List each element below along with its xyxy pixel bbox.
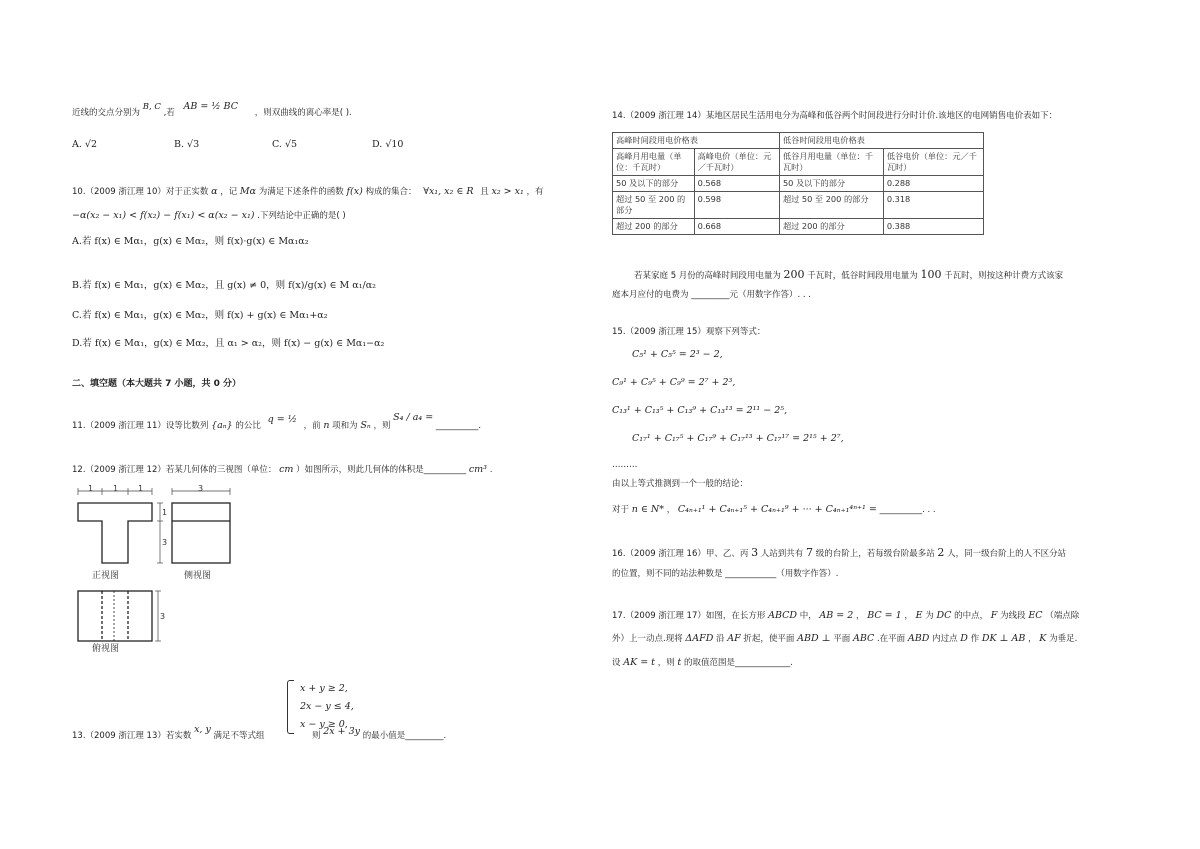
table-cell: 50 及以下的部分 <box>613 176 695 192</box>
q15-intro: 15.（2009 浙江理 15）观察下列等式： <box>612 327 766 337</box>
q13-text-b: 满足不等式组 <box>213 731 265 741</box>
q17-text-l3a: 设 <box>612 658 621 668</box>
q11-text-e: ，则 <box>373 421 391 431</box>
q17-text-b: 中， <box>799 611 817 621</box>
q12-text2: ）如图所示，则此几何体的体积是__________ <box>296 465 467 475</box>
q9-points: B, C <box>142 102 161 112</box>
q15-inference: 由以上等式推测到一个一般的结论： <box>612 479 749 489</box>
table-cell: 0.288 <box>883 176 983 192</box>
table-row <box>613 176 984 192</box>
q13-constraint-3: x − y ≥ 0, <box>300 719 348 730</box>
q17-line1 <box>612 610 1079 621</box>
table-cell: 超过 50 至 200 的部分 <box>779 192 883 219</box>
q14-text-a: 若某家庭 5 月份的高峰时间段用电量为 <box>634 271 781 281</box>
q14-valley-usage: 100 <box>920 268 942 281</box>
q17-e: E <box>915 610 923 621</box>
q14-price-table <box>612 132 984 235</box>
q15-gen-text-a: 对于 <box>612 505 630 515</box>
q14-text-c: 千瓦时，则按这种计费方式该家 <box>944 271 1064 281</box>
q11-text-a: 11.（2009 浙江理 11）设等比数列 <box>72 421 209 431</box>
q15-equation-3: C₁₃¹ + C₁₃⁵ + C₁₃⁹ + C₁₃¹³ = 2¹¹ − 2⁵, <box>612 405 788 416</box>
q17-ec: EC <box>1028 610 1043 621</box>
q15-general-expression: C₄ₙ₊₁¹ + C₄ₙ₊₁⁵ + C₄ₙ₊₁⁹ + ··· + C₄ₙ₊₁⁴ⁿ⁺¹ = <box>677 504 877 515</box>
q17-text-l2f: 内过点 <box>932 634 958 644</box>
q10-x2-gt-x1: x₂ > x₁ <box>491 186 524 197</box>
table-subheader-row <box>613 149 984 176</box>
q17-text-h: （端点除 <box>1045 611 1080 621</box>
q9-option-c: C. √5 <box>272 139 298 150</box>
q10-option-d: D.若 f(x) ∈ Mα₁，g(x) ∈ Mα₂，且 α₁ > α₂，则 f(x) − g(x) ∈ Mα₁−α₂ <box>72 338 385 349</box>
col-valley-usage: 低谷月用电量（单位：千瓦时） <box>779 149 883 176</box>
q11-s4-over-a4: S₄ / a₄ = <box>393 412 434 423</box>
side-view-label: 侧视图 <box>184 571 212 581</box>
q11-text-b: 的公比 <box>235 421 261 431</box>
q16-text-b: 人站到共有 <box>760 549 804 559</box>
q12-three-view-figure <box>70 483 240 653</box>
q14-text-b: 千瓦时，低谷时间段用电量为 <box>807 271 918 281</box>
dim-label-1b: 1 <box>113 484 119 493</box>
q13-text-c: 则 <box>311 731 321 741</box>
q17-text-l2g: 作 <box>970 634 980 644</box>
q9-option-d: D. √10 <box>372 139 404 150</box>
q17-triangle-afd: ΔAFD <box>685 633 714 644</box>
q9-ruo: ,若 <box>163 108 175 118</box>
q11-blank: __________. <box>435 421 482 431</box>
table-cell: 超过 200 的部分 <box>779 219 883 235</box>
q13-constraint-1: x + y ≥ 2, <box>300 683 348 694</box>
q17-dc: DC <box>936 610 952 621</box>
q10-text-a: 10.（2009 浙江理 10）对于正实数 <box>72 187 209 197</box>
q17-text-l2h: ， <box>1028 634 1037 644</box>
q17-bc-eq-1: BC = 1 <box>867 610 902 621</box>
dim-label-1c: 1 <box>138 484 144 493</box>
q10-line1 <box>72 186 544 197</box>
q13-text-d: 的最小值是_________. <box>362 731 447 741</box>
q10-set-m: Mα <box>239 186 257 197</box>
q11-n: n <box>323 420 330 431</box>
q16-text-d: 人，同一级台阶上的人不区分站 <box>947 549 1067 559</box>
q10-forall: ∀x₁, x₂ ∈ R <box>423 186 474 197</box>
q16-num-2: 2 <box>937 546 945 559</box>
q17-dk-perp-ab: DK ⊥ AB <box>981 633 1026 644</box>
q17-text-l3b: ，则 <box>657 658 675 668</box>
q15-blank: __________. . . <box>879 505 936 515</box>
q13-constraint-2: 2x − y ≤ 4, <box>300 701 354 712</box>
col-peak-usage: 高峰月用电量（单位：千瓦时） <box>613 149 695 176</box>
q10-fx: f(x) <box>346 186 363 197</box>
q16-text-c: 级的台阶上，若每级台阶最多站 <box>815 549 935 559</box>
q16-line2: 的位置，则不同的站法种数是 ____________（用数字作答）. <box>612 569 839 579</box>
q13-xy: x, y <box>194 724 211 735</box>
q17-text-l2b: 沿 <box>716 634 725 644</box>
top-view-label: 俯视图 <box>92 644 120 653</box>
col-peak-price: 高峰电价（单位：元／千瓦时） <box>694 149 779 176</box>
q11-text-d: 项和为 <box>332 421 358 431</box>
q12-text: 12.（2009 浙江理 12）若某几何体的三视图（单位： <box>72 465 277 475</box>
q10-option-a: A.若 f(x) ∈ Mα₁，g(x) ∈ Mα₂，则 f(x)·g(x) ∈ Mα₁α₂ <box>72 236 309 247</box>
q16-line1 <box>612 546 1066 559</box>
q15-general-line <box>612 504 936 515</box>
q17-d: D <box>960 633 968 644</box>
table-cell: 超过 200 的部分 <box>613 219 695 235</box>
q9-option-a: A. √2 <box>72 139 97 150</box>
q14-paragraph-line1 <box>634 268 1063 281</box>
q17-abcd: ABCD <box>768 610 797 621</box>
table-header-row <box>613 133 984 149</box>
section-fill-in-heading: 二、填空题（本大题共 7 小题，共 0 分） <box>72 379 242 389</box>
q12-unit: cm <box>279 464 294 475</box>
q15-equation-2: C₉¹ + C₉⁵ + C₉⁹ = 2⁷ + 2³, <box>612 377 736 388</box>
q15-equation-1: C₅¹ + C₅⁵ = 2³ − 2, <box>632 349 723 360</box>
header-peak: 高峰时间段用电价格表 <box>613 133 780 149</box>
q16-text-a: 16.（2009 浙江理 16）甲、乙、丙 <box>612 549 749 559</box>
q17-text-c: ， <box>856 611 865 621</box>
table-cell: 0.388 <box>883 219 983 235</box>
q11-sn: Sₙ <box>360 420 371 431</box>
q9-line <box>72 101 352 118</box>
q10-alpha: α <box>211 186 218 197</box>
table-cell: 0.668 <box>694 219 779 235</box>
q15-gen-text-b: ， <box>666 505 676 515</box>
side-view-shape <box>172 503 230 563</box>
q16-num-7: 7 <box>806 546 813 559</box>
q13-expression: 2x + 3y <box>323 726 360 737</box>
q17-f: F <box>990 610 998 621</box>
q17-text-l3c: 的取值范围是_____________. <box>683 658 793 668</box>
q10-text-f: ，有 <box>526 187 544 197</box>
table-cell: 50 及以下的部分 <box>779 176 883 192</box>
q9-suffix: ，则双曲线的离心率是( ). <box>254 108 352 118</box>
q17-text-l2i: 为垂足. <box>1049 634 1078 644</box>
q17-abc: ABC <box>852 633 875 644</box>
table-cell: 0.568 <box>694 176 779 192</box>
q17-k: K <box>1039 633 1047 644</box>
q14-paragraph-line2: 庭本月应付的电费为 _________元（用数字作答）. . . <box>612 290 811 300</box>
q17-abd-perp: ABD ⊥ <box>797 633 831 644</box>
q11-sequence: {aₙ} <box>211 420 233 431</box>
front-view-label: 正视图 <box>92 571 120 581</box>
q17-text-d: ， <box>904 611 913 621</box>
q17-ak-eq-t: AK = t <box>623 657 655 668</box>
q13-system-brace <box>287 680 294 734</box>
q10-question: .下列结论中正确的是( ) <box>257 211 346 221</box>
q10-text-d: 构成的集合： <box>365 187 417 197</box>
q9-option-b: B. √3 <box>174 139 200 150</box>
dim-label-3-side: 3 <box>162 538 168 547</box>
q10-option-b: B.若 f(x) ∈ Mα₁，g(x) ∈ Mα₂，且 g(x) ≠ 0，则 f(x)/g(x) ∈ M α₁/α₂ <box>72 280 376 291</box>
q10-text-e: 且 <box>480 187 489 197</box>
q11-ratio-q: q = ½ <box>267 414 297 425</box>
q17-text-f: 的中点， <box>954 611 989 621</box>
q16-num-3: 3 <box>751 546 759 559</box>
q10-inequality: −α(x₂ − x₁) < f(x₂) − f(x₁) < α(x₂ − x₁) <box>72 210 255 221</box>
table-row <box>613 192 984 219</box>
dim-label-1-side: 1 <box>162 508 168 517</box>
q17-line3 <box>612 657 793 668</box>
q14-peak-usage: 200 <box>783 268 805 281</box>
q9-prefix: 近线的交点分别为 <box>72 108 141 118</box>
q15-ellipsis: ……… <box>612 460 638 470</box>
table-row <box>613 219 984 235</box>
q17-text-e: 为 <box>925 611 934 621</box>
dim-label-3-top: 3 <box>198 484 204 493</box>
q17-text-l2d: 平面 <box>833 634 851 644</box>
dim-label-1a: 1 <box>88 484 94 493</box>
q12-line <box>72 464 492 475</box>
table-cell: 0.318 <box>883 192 983 219</box>
q17-text-l2a: 外）上一动点.现将 <box>612 634 683 644</box>
q17-af: AF <box>727 633 741 644</box>
q12-dot: . <box>489 465 493 475</box>
q10-text-c: 为满足下述条件的函数 <box>258 187 344 197</box>
front-view-shape <box>78 503 152 563</box>
q17-line2 <box>612 633 1077 644</box>
q10-line2 <box>72 210 346 221</box>
q14-intro: 14.（2009 浙江理 14）某地区居民生活用电分为高峰和低谷两个时间段进行分时计价.该地区的电网销售电价表如下： <box>612 111 1058 121</box>
header-valley: 低谷时间段用电价格表 <box>779 133 983 149</box>
q9-vector-equation: AB = ½ BC <box>183 101 238 112</box>
table-cell: 0.598 <box>694 192 779 219</box>
col-valley-price: 低谷电价（单位：元／千瓦时） <box>883 149 983 176</box>
q10-option-c: C.若 f(x) ∈ Mα₁，g(x) ∈ Mα₂，则 f(x) + g(x) ∈ Mα₁+α₂ <box>72 310 328 321</box>
q13-text-a: 13.（2009 浙江理 13）若实数 <box>72 731 192 741</box>
q17-ab-eq-2: AB = 2 <box>819 610 854 621</box>
q17-t: t <box>677 657 682 668</box>
q17-text-l2c: 折起，使平面 <box>743 634 795 644</box>
q15-equation-4: C₁₇¹ + C₁₇⁵ + C₁₇⁹ + C₁₇¹³ + C₁₇¹⁷ = 2¹⁵ + 2⁷, <box>632 433 844 444</box>
q12-unit-cubic: cm³ <box>468 464 487 475</box>
q17-abd: ABD <box>907 633 930 644</box>
q11-line <box>72 412 482 431</box>
q17-text-l2e: .在平面 <box>876 634 906 644</box>
q11-text-c: ，前 <box>303 421 321 431</box>
q10-text-b: ，记 <box>220 187 238 197</box>
dim-label-3-topview: 3 <box>160 612 166 621</box>
top-view-shape <box>78 591 152 641</box>
table-cell: 超过 50 至 200 的部分 <box>613 192 695 219</box>
q17-text-g: 为线段 <box>1000 611 1026 621</box>
q17-text-a: 17.（2009 浙江理 17）如图，在长方形 <box>612 611 766 621</box>
q15-n-in-n: n ∈ N* <box>631 504 664 515</box>
